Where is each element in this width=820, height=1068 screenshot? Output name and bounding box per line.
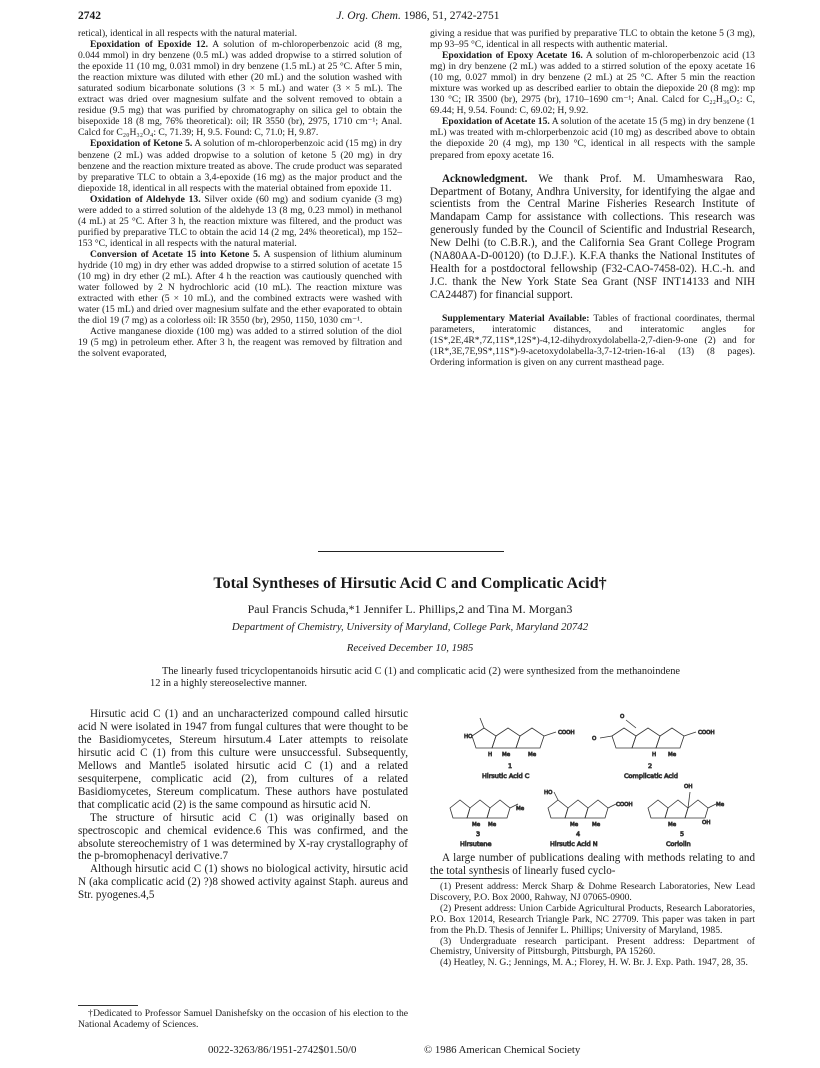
label-cooh: COOH: [616, 802, 633, 808]
label-me: Me: [516, 806, 525, 812]
label-o: O: [620, 714, 625, 720]
compound-name: Hirsutic Acid C: [482, 772, 530, 780]
compound-number: 1: [508, 762, 513, 770]
label-o: O: [592, 736, 597, 742]
section-heading: Epoxidation of Acetate 15.: [442, 116, 550, 128]
body-right-column: [430, 852, 755, 878]
received-date: Received December 10, 1985: [346, 642, 474, 654]
paragraph: Active manganese dioxide (100 mg) was added to a stirred solution of the diol 19 (5 mg) in petroleum ether. After 3 h, the reagent was removed by filtration and the solvent evaporated,: [78, 326, 402, 360]
label-cooh: COOH: [698, 730, 715, 736]
label-me: Me: [472, 822, 481, 828]
compound-number: 5: [680, 830, 685, 838]
top-left-column: [78, 28, 402, 359]
page-number: 2742: [78, 10, 101, 22]
article-authors: Paul Francis Schuda,*1 Jennifer L. Phillips,2 and Tina M. Morgan3: [247, 602, 573, 616]
page-header: [78, 10, 758, 26]
compound-name: Hirsutic Acid N: [550, 840, 598, 848]
label-me: Me: [716, 802, 725, 808]
paragraph: [78, 249, 402, 326]
article-code: 0022-3263/86/1951-2742$01.50/0: [208, 1044, 357, 1056]
paragraph-text: A solution of m-chloroperbenzoic acid (13 mg) in dry benzene (2 mL) was added to a stirred solution of the epoxy acetate 16 (10 mg, 0.027 mmol) in dry benzene (2 mL) at 25 °C. After 5 min the reaction mixture was worked up as described earlier to obtain the diepoxide 20 (8 mg): mp 130 °C; IR 3500 (br), 2975 (br), 1710–1690 cm⁻¹; Anal. Calcd for C₂₂H₃₆O₅: C, 69.44; H, 9.54. Found: C, 69.02; H, 9.92.: [430, 50, 755, 117]
body-paragraph: A large number of publications dealing with methods relating to and the total synthesis of linearly fused cyclo-: [430, 852, 755, 877]
compound-name: Coriolin: [666, 840, 691, 848]
body-paragraph: The structure of hirsutic acid C (1) was originally based on spectroscopic and chemical evidence.6 This was confirmed, and the absolute stereochemistry of 1 was determined by X-ray crystallography of the p-bromophenacyl derivative.7: [78, 811, 408, 863]
abstract: The linearly fused tricyclopentanoids hirsutic acid C (1) and complicatic acid (2) were synthesized from the methanoindene 12 in a highly stereoselective manner.: [150, 666, 680, 690]
section-divider: [318, 551, 504, 552]
label-oh: OH: [702, 820, 711, 826]
acknowledgment-text: We thank Prof. M. Umamheswara Rao, Department of Botany, Andhra University, for identifying the algae and scientists from the Central Marine Fisheries Research Institute of Mandapam Camp for assistance with collections. This research was generously funded by the Council of Scientific and Industrial Research, New Delhi (to C.B.R.), and the California Sea Grant College Program (NA80AA-D-00120) (to D.J.F.). K.F.A thanks the National Institutes of Health for a postdoctoral fellowship (F32-CAO-7458-02). H.C.-h. and J.C. thank the New York State Sea Grant (NSF INT14133 and NIH CA24487) for financial support.: [430, 172, 755, 302]
paragraph-text: Silver oxide (60 mg) and sodium cyanide (3 mg) were added to a stirred solution of the aldehyde 13 (8 mg, 0.23 mmol) in methanol (4 mL) at 25 °C. After 3 h, the reaction mixture was filtered, and the product was purified by preparative TLC to obtain the acid 14 (2 mg, 24% theoretical), mp 152–153 °C, identical in all respects with the natural material.: [78, 193, 402, 249]
section-heading: Epoxidation of Epoxy Acetate 16.: [442, 50, 583, 62]
journal-name: J. Org. Chem.: [336, 10, 401, 22]
label-me: Me: [528, 752, 537, 758]
label-me: Me: [668, 822, 677, 828]
dedication-rule: [78, 1005, 138, 1006]
footnotes: [430, 878, 755, 969]
top-right-column: [430, 28, 755, 368]
structure-2: [592, 714, 715, 780]
paragraph-text: A solution of the acetate 15 (5 mg) in dry benzene (1 mL) was treated with m-chlorperbenzoic acid (10 mg) as described above to obtain the diepoxide 20 (4 mg), mp 130 °C, identical in all respects with the sample prepared from epoxy acetate 16.: [430, 116, 755, 161]
label-me: Me: [592, 822, 601, 828]
journal-cite: 1986, 51, 2742-2751: [403, 10, 500, 22]
copyright: © 1986 American Chemical Society: [424, 1044, 581, 1056]
supplementary-material: [430, 313, 755, 368]
section-heading: Epoxidation of Ketone 5.: [90, 138, 193, 150]
paragraph: [430, 116, 755, 160]
footnote: (1) Present address: Merck Sharp & Dohme Research Laboratories, New Lead Discovery, P.O. Box 2000, Rahway, NJ 07065-0900.: [430, 881, 755, 903]
compound-name: Hirsutene: [460, 840, 492, 848]
body-paragraph: Hirsutic acid C (1) and an uncharacterized compound called hirsutic acid N were isolated in 1947 from fungal cultures that were thought to be the Basidiomycetes, Stereum hirsutum.4 Later attempts to reisolate hirsutic acid C (1) from this culture were unsuccessful. Subsequently, Mellows and Mantle5 isolated hirsutic acid C (1) and a related sesquiterpene, complicatic acid (2), from cultures of a related Basidiomycetes, Stereum complicatum. These authors have postulated that complicatic acid (2) is the same compound as hirsutic acid N.: [78, 708, 408, 811]
section-heading: Epoxidation of Epoxide 12.: [90, 39, 208, 51]
label-h: H: [652, 752, 657, 758]
structure-4: [544, 790, 633, 848]
article-affiliation: Department of Chemistry, University of Maryland, College Park, Maryland 20742: [231, 621, 589, 633]
structure-1: [464, 718, 575, 780]
acknowledgment-heading: Acknowledgment.: [442, 172, 528, 185]
structure-5: [648, 784, 725, 848]
journal-citation: [78, 10, 758, 22]
dedication: †Dedicated to Professor Samuel Danishefsky on the occasion of his election to the National Academy of Sciences.: [78, 1008, 408, 1030]
paragraph: [78, 39, 402, 138]
supplementary-text: Tables of fractional coordinates, thermal parameters, interatomic distances, and interatomic angles for (1S*,2E,4R*,7Z,11S*,12S*)-4,12-dihydroxydolabella-2,7-dien-9-one (2) and for (1R*,3E,7E,9S*,11S*)-9-acetoxydolabella-3,7-12-trien-16-al (13) (8 pages). Ordering information is given on any current masthead page.: [430, 313, 756, 369]
label-cooh: COOH: [558, 730, 575, 736]
paragraph: [78, 138, 402, 193]
compound-number: 4: [576, 830, 581, 838]
footnote: (3) Undergraduate research participant. Present address: Department of Chemistry, University of Pittsburgh, Pittsburgh, PA 15260.: [430, 935, 755, 958]
paragraph: giving a residue that was purified by preparative TLC to obtain the ketone 5 (3 mg), mp 93–95 °C, identical in all respects with authentic material.: [430, 28, 755, 51]
structures-figure: [440, 708, 740, 850]
section-heading: Oxidation of Aldehyde 13.: [90, 193, 201, 205]
paragraph: [78, 194, 402, 249]
supplementary-heading: Supplementary Material Available:: [442, 313, 590, 325]
label-h: H: [488, 752, 493, 758]
body-paragraph: Although hirsutic acid C (1) shows no biological activity, hirsutic acid N (aka complicatic acid (2) ?)8 showed activity against Staph. aureus and Str. pyogenes.4,5: [78, 863, 408, 902]
article-title: Total Syntheses of Hirsutic Acid C and Complicatic Acid†: [213, 575, 607, 592]
label-oh: OH: [684, 784, 693, 790]
paragraph: [430, 50, 755, 116]
compound-number: 3: [476, 830, 481, 838]
compound-number: 2: [648, 762, 653, 770]
footnote-rule: [430, 878, 502, 879]
compound-name: Complicatic Acid: [624, 772, 678, 780]
structure-3: [450, 800, 525, 848]
label-me: Me: [668, 752, 677, 758]
section-heading: Conversion of Acetate 15 into Ketone 5.: [90, 248, 261, 260]
label-me: Me: [502, 752, 511, 758]
label-ho: HO: [464, 734, 473, 740]
structures-drawing: [440, 708, 740, 850]
paragraph-text: A solution of m-chloroperbenzoic acid (15 mg) in dry benzene (2 mL) was added dropwise to a solution of ketone 5 (20 mg) in dry benzene and the reaction mixture treated as above. The crude product was separated by preparative TLC to obtain a 3,4-epoxide (16 mg) as the major product and the diepoxide 18, identical in all respects with the material obtained from epoxide 11.: [78, 138, 403, 194]
body-left-column: [78, 708, 408, 902]
label-me: Me: [570, 822, 579, 828]
paragraph-text: A solution of m-chloroperbenzoic acid (8 mg, 0.044 mmol) in dry benzene (0.5 mL) was added dropwise to a stirred solution of the epoxide 11 (10 mg, 0.031 mmol) in dry benzene (1.5 mL) at 25 °C. After 5 min, the reaction mixture was diluted with ether (20 mL) and the solution washed with saturated sodium bicarbonate solutions (3 × 5 mL) and water (3 × 5 mL). The extract was dried over magnesium sulfate and the solvent removed to obtain a residue (9.5 mg) that was purified by chromatography on silica gel to obtain the bisepoxide 18 (8 mg, 76% theoretical): oil; IR 3550 (br), 2975, 1710 cm⁻¹; Anal. Calcd for C₂₀H₃₂O₄: C, 71.39; H, 9.5. Found: C, 71.0; H, 9.87.: [78, 39, 402, 139]
paragraph: retical), identical in all respects with the natural material.: [78, 28, 297, 39]
footnote: (4) Heatley, N. G.; Jennings, M. A.; Florey, H. W. Br. J. Exp. Path. 1947, 28, 35.: [440, 957, 748, 969]
footnote: (2) Present address: Union Carbide Agricultural Products, Research Laboratories, P.O. Box 12014, Research Triangle Park, NC 27709. This paper was taken in part from the Ph.D. Thesis of Jennifer L. Phillips; University of Maryland, 1985.: [430, 902, 755, 936]
label-ho: HO: [544, 790, 553, 796]
paragraph-text: A suspension of lithium aluminum hydride (10 mg) in dry ether was added dropwise to a stirred solution of acetate 15 (10 mg) in dry ether (2 mL). After 4 h the reaction was cautiously quenched with water followed by 2 N hydrochloric acid (10 mL). The reaction mixture was extracted with ether (5 × 10 mL), and the combined extracts were washed with water (15 mL) and dried over magnesium sulfate and the ether evaporated to obtain the diol 19 (7 mg) as a colorless oil: IR 3550 (br), 2950, 1150, 1030 cm⁻¹.: [78, 248, 402, 327]
label-me: Me: [488, 822, 497, 828]
acknowledgment: [430, 173, 755, 303]
